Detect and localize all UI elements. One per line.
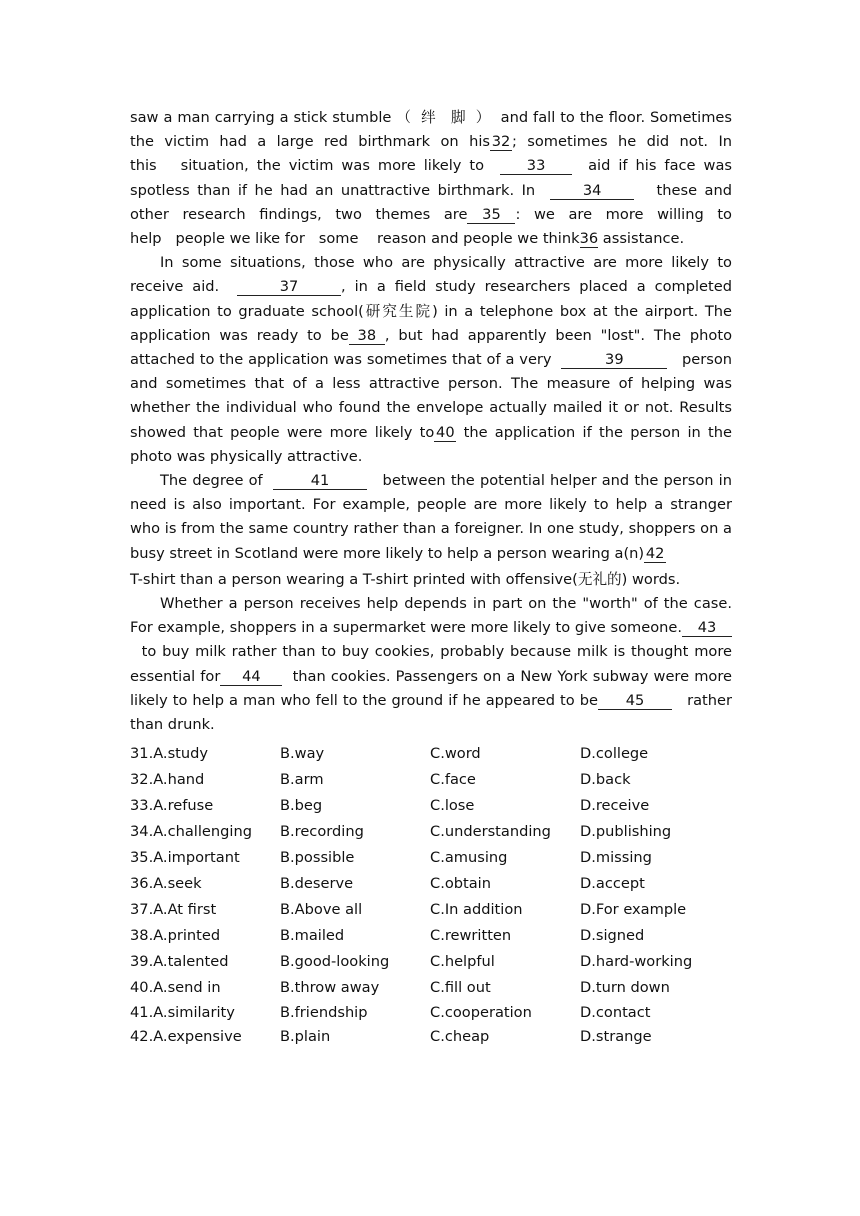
passage-text: assistance. xyxy=(598,230,685,248)
option-c: C.fill out xyxy=(430,979,491,997)
passage-text: , in a field study researchers placed a completed application to graduate school(研究生院) in a telephone box at the airport. The application was ready to be xyxy=(130,278,732,344)
option-row-31 xyxy=(130,741,732,767)
blank-35: 35 xyxy=(467,206,515,224)
option-row-35 xyxy=(130,845,732,871)
option-d: D.contact xyxy=(580,1004,651,1022)
passage-text: The degree of xyxy=(160,472,274,490)
option-row-34 xyxy=(130,819,732,845)
option-c: C.rewritten xyxy=(430,927,512,945)
option-a: 35.A.important xyxy=(130,849,240,867)
passage-text: saw a man carrying a stick stumble （ 绊 脚 ） and fall to the floor. Sometimes the victim had a large red birthmark on his xyxy=(130,109,732,151)
passage-text: , but had apparently been "lost". The photo attached to the application was sometimes that of a very xyxy=(130,326,732,369)
option-a: 42.A.expensive xyxy=(130,1028,242,1046)
option-row-36 xyxy=(130,871,732,897)
option-c: C.lose xyxy=(430,797,475,815)
option-d: D.college xyxy=(580,745,649,763)
passage-text: the application if the person in the photo was physically attractive. xyxy=(130,423,733,465)
option-b: B.way xyxy=(280,745,325,763)
passage-text: rather than drunk. xyxy=(130,691,733,734)
option-b: B.deserve xyxy=(280,875,354,893)
option-row-32 xyxy=(130,767,732,793)
blank-43: 43 xyxy=(682,619,732,637)
answer-options xyxy=(130,741,732,1049)
option-b: B.Above all xyxy=(280,901,363,919)
option-b: B.beg xyxy=(280,797,323,815)
option-c: C.helpful xyxy=(430,953,495,971)
option-row-39 xyxy=(130,949,732,975)
blank-40: 40 xyxy=(436,423,455,441)
option-d: D.signed xyxy=(580,927,645,945)
option-row-38 xyxy=(130,923,732,949)
option-b: B.friendship xyxy=(280,1004,368,1022)
passage-paragraph-4 xyxy=(130,592,732,737)
option-a: 31.A.study xyxy=(130,745,209,763)
option-row-37 xyxy=(130,897,732,923)
passage-text: to buy milk rather than to buy cookies, probably because milk is thought more essential for xyxy=(130,643,732,685)
option-a: 33.A.refuse xyxy=(130,797,214,815)
option-c: C.In addition xyxy=(430,901,523,919)
passage-text: Whether a person receives help depends in part on the "worth" of the case. For example, shoppers in a supermarket were more likely to give someone. xyxy=(130,595,732,637)
option-c: C.understanding xyxy=(430,823,551,841)
option-d: D.publishing xyxy=(580,823,672,841)
option-b: B.arm xyxy=(280,771,324,789)
option-a: 38.A.printed xyxy=(130,927,221,945)
blank-36: 36 xyxy=(579,230,599,248)
blank-37: 37 xyxy=(237,278,341,296)
option-a: 40.A.send in xyxy=(130,979,221,997)
option-b: B.possible xyxy=(280,849,355,867)
option-row-41 xyxy=(130,1001,732,1025)
option-b: B.throw away xyxy=(280,979,380,997)
passage-paragraph-1 xyxy=(130,106,732,251)
option-a: 41.A.similarity xyxy=(130,1004,235,1022)
option-b: B.mailed xyxy=(280,927,345,945)
blank-45: 45 xyxy=(598,692,672,710)
option-b: B.plain xyxy=(280,1028,331,1046)
option-b: B.good-looking xyxy=(280,953,390,971)
option-d: D.missing xyxy=(580,849,652,867)
option-d: D.accept xyxy=(580,875,645,893)
blank-34: 34 xyxy=(550,182,634,200)
blank-32: 32 xyxy=(491,133,511,151)
passage-text: person and sometimes that of a less attractive person. The measure of helping was whether the individual who found the envelope actually mailed it or not. Results showed that people were more likely to xyxy=(130,351,732,441)
option-c: C.obtain xyxy=(430,875,491,893)
option-a: 32.A.hand xyxy=(130,771,205,789)
option-d: D.turn down xyxy=(580,979,670,997)
blank-33: 33 xyxy=(500,157,572,175)
option-d: D.strange xyxy=(580,1028,652,1046)
passage-paragraph-3-continued: T-shirt than a person wearing a T-shirt printed with offensive(无礼的) words. xyxy=(130,570,681,588)
passage-text: : we are more willing to help people we like for some reason and people we think xyxy=(130,205,732,248)
blank-38: 38 xyxy=(349,327,385,345)
passage-text: aid if his face was spotless than if he had an unattractive birthmark. In xyxy=(130,157,732,199)
passage-text: between the potential helper and the person in need is also important. For example, people are more likely to help a stranger who is from the same country rather than a foreigner. In one study, shoppers on a busy street in Scotland were more likely to help a person wearing a(n) xyxy=(130,472,732,562)
option-d: D.hard-working xyxy=(580,953,693,971)
option-row-40 xyxy=(130,975,732,1001)
blank-39: 39 xyxy=(561,351,667,369)
option-row-33 xyxy=(130,793,732,819)
option-c: C.word xyxy=(430,745,481,763)
option-c: C.cooperation xyxy=(430,1004,532,1022)
option-a: 39.A.talented xyxy=(130,953,229,971)
document-page xyxy=(130,106,732,1049)
blank-41: 41 xyxy=(273,472,367,490)
option-d: D.For example xyxy=(580,901,687,919)
option-c: C.amusing xyxy=(430,849,508,867)
option-a: 37.A.At first xyxy=(130,901,217,919)
passage-paragraph-3 xyxy=(130,469,732,566)
option-c: C.face xyxy=(430,771,476,789)
blank-42: 42 xyxy=(645,544,665,562)
option-b: B.recording xyxy=(280,823,364,841)
passage-text: than cookies. Passengers on a New York subway were more likely to help a man who fell to the ground if he appeared to be xyxy=(130,667,732,709)
blank-44: 44 xyxy=(220,668,282,686)
option-row-42 xyxy=(130,1025,732,1049)
option-a: 36.A.seek xyxy=(130,875,202,893)
option-c: C.cheap xyxy=(430,1028,490,1046)
option-d: D.receive xyxy=(580,797,650,815)
passage-text: ; sometimes he did not. In this situation, the victim was more likely to xyxy=(130,133,732,175)
passage-text: In some situations, those who are physically attractive are more likely to receive aid. xyxy=(130,254,732,296)
option-a: 34.A.challenging xyxy=(130,823,252,841)
passage-text: these and other research findings, two themes are xyxy=(130,181,733,223)
passage-paragraph-2 xyxy=(130,251,732,469)
option-d: D.back xyxy=(580,771,631,789)
